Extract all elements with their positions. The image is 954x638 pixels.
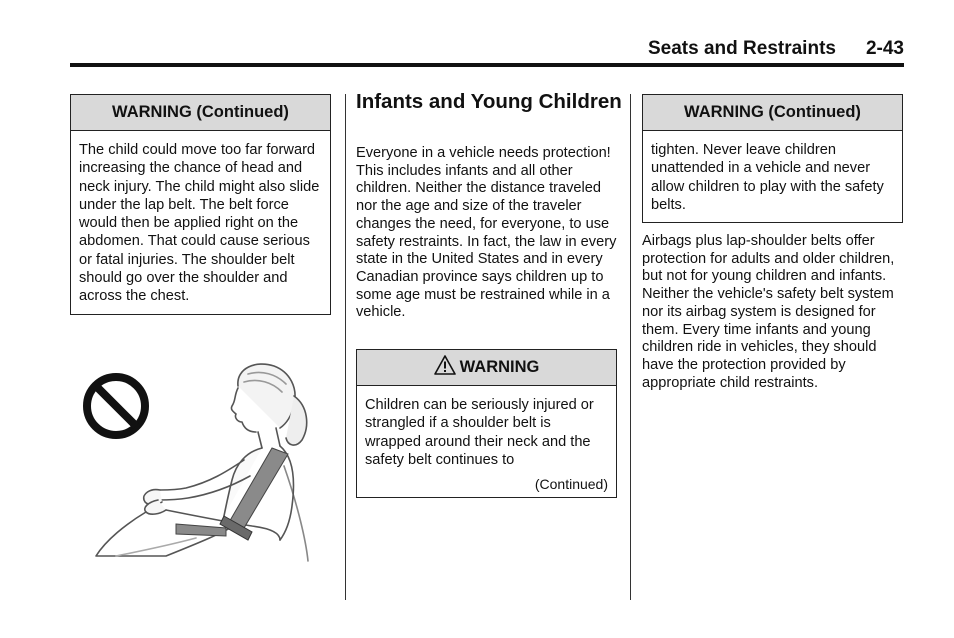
page-header: [70, 38, 904, 60]
alert-triangle-icon: [434, 355, 456, 375]
warning-text-block: [357, 386, 616, 497]
continued-label: (Continued): [534, 476, 608, 493]
warning-continued-box-1: [70, 94, 331, 315]
warning-text: tighten. Never leave children unattended in a vehicle and never allow children to play with the safety belts.: [651, 142, 884, 213]
warning-title: WARNING (Continued): [71, 95, 330, 131]
warning-header: [357, 350, 616, 386]
section-heading: Infants and Young Children: [356, 90, 622, 113]
child-seatbelt-illustration: [76, 356, 316, 566]
prohibition-circle-icon: [87, 377, 145, 435]
warning-title: WARNING (Continued): [643, 95, 902, 131]
airbags-paragraph: Airbags plus lap-shoulder belts offer protection for adults and older children, but not for young children and infants. Neither the vehicle's safety belt system nor its airbag system is designed for them. Every time infants and young children ride in vehicles, they should have the protection provided by appropriate child restraints.: [642, 233, 895, 391]
column-divider-1: [345, 94, 346, 600]
warning-text: Children can be seriously injured or strangled if a shoulder belt is wrapped around their neck and the safety belt continues to: [365, 397, 594, 468]
infants-paragraph: Everyone in a vehicle needs protection! This includes infants and all other children. Neither the distance traveled nor the age and size of the traveler changes the need, for everyone, to use safety restraints. In fact, the law in every state in the United States and in every Canadian province says children up to some age must be restrained while in a vehicle.: [356, 145, 617, 321]
header-rule: [70, 63, 904, 67]
page-number: 2-43: [865, 38, 904, 59]
warning-text: The child could move too far forward increasing the chance of head and neck injury. The child might also slide under the lap belt. The belt force would then be applied right on the abdomen. That could cause serious or fatal injuries. The shoulder belt should go over the shoulder and across the chest.: [79, 142, 320, 305]
warning-box-2: [356, 349, 617, 498]
column-divider-2: [630, 94, 631, 600]
warning-title: WARNING: [459, 358, 540, 376]
warning-continued-box-3: [642, 94, 903, 223]
section-title: Seats and Restraints: [648, 38, 836, 59]
